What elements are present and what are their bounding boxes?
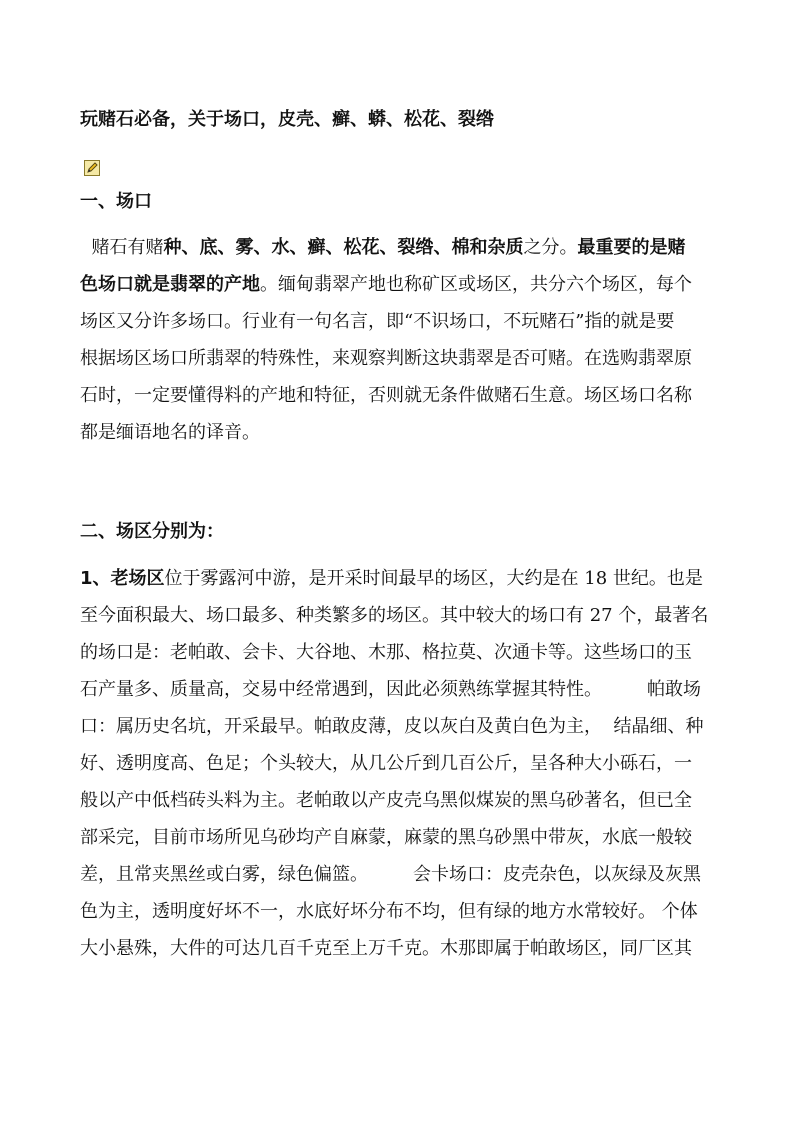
changkou-line	[80, 266, 730, 303]
body-text: 石产量多、质量高，交易中经常遇到，因此必须熟练掌握其特性。 帕敢场	[80, 679, 701, 700]
changqu-line	[80, 634, 730, 671]
body-text: 都是缅语地名的译音。	[80, 422, 260, 443]
changqu-line	[80, 819, 730, 856]
changqu-line	[80, 930, 730, 967]
changqu-line	[80, 560, 730, 597]
body-text: 般以产中低档砖头料为主。老帕敢以产皮壳乌黑似煤炭的黑乌砂著名，但已全	[80, 790, 692, 811]
body-text: 场区又分许多场口。行业有一句名言，即“不识场口，不玩赌石”指的就是要	[80, 311, 675, 332]
changqu-line	[80, 708, 730, 745]
section-heading-changkou: 一、场口	[80, 191, 152, 212]
document-title: 玩赌石必备，关于场口，皮壳、癣、蟒、松花、裂绺	[80, 109, 494, 130]
body-text: 差，且常夹黑丝或白雾，绿色偏篮。 会卡场口：皮壳杂色，以灰绿及灰黑	[80, 864, 701, 885]
body-text: 。缅甸翡翠产地也称矿区或场区，共分六个场区，每个	[260, 274, 692, 295]
edit-note-icon[interactable]	[84, 160, 100, 176]
body-text: 石时，一定要懂得料的产地和特征，否则就无条件做赌石生意。场区场口名称	[80, 385, 692, 406]
changqu-line	[80, 745, 730, 782]
bold-text: 色场口就是翡翠的产地	[80, 274, 260, 295]
body-text: 部采完，目前市场所见乌砂均产自麻蒙，麻蒙的黑乌砂黑中带灰，水底一般较	[80, 827, 692, 848]
changkou-line	[80, 414, 730, 451]
body-text: 赌石有赌	[80, 237, 164, 258]
changkou-line	[80, 229, 730, 266]
changqu-line	[80, 856, 730, 893]
body-text: 之分。	[523, 237, 578, 258]
changkou-line	[80, 377, 730, 414]
paragraph-changkou	[80, 229, 730, 451]
body-text: 根据场区场口所翡翠的特殊性，来观察判断这块翡翠是否可赌。在选购翡翠原	[80, 348, 692, 369]
body-text: 位于雾露河中游，是开采时间最早的场区，大约是在 18 世纪。也是	[164, 568, 703, 589]
changqu-line	[80, 597, 730, 634]
changqu-line	[80, 893, 730, 930]
body-text: 大小悬殊，大件的可达几百千克至上万千克。木那即属于帕敢场区，同厂区其	[80, 938, 692, 959]
changqu-line	[80, 671, 730, 708]
changqu-line	[80, 782, 730, 819]
bold-text: 种、底、雾、水、癣、松花、裂绺、棉和杂质	[163, 237, 524, 258]
body-text: 的场口是：老帕敢、会卡、大谷地、木那、格拉莫、次通卡等。这些场口的玉	[80, 642, 692, 663]
section-heading-changqu: 二、场区分别为：	[80, 521, 224, 542]
bold-text: 1、老场区	[80, 568, 165, 589]
body-text: 至今面积最大、场口最多、种类繁多的场区。其中较大的场口有 27 个，最著名	[80, 605, 709, 626]
changkou-line	[80, 303, 730, 340]
changkou-line	[80, 340, 730, 377]
bold-text: 最重要的是赌	[577, 237, 686, 258]
body-text: 口：属历史名坑，开采最早。帕敢皮薄，皮以灰白及黄白色为主， 结晶细、种	[80, 716, 704, 737]
body-text: 好、透明度高、色足；个头较大，从几公斤到几百公斤，呈各种大小砾石，一	[80, 753, 692, 774]
paragraph-changqu	[80, 560, 730, 967]
body-text: 色为主，透明度好坏不一，水底好坏分布不均，但有绿的地方水常较好。 个体	[80, 901, 698, 922]
